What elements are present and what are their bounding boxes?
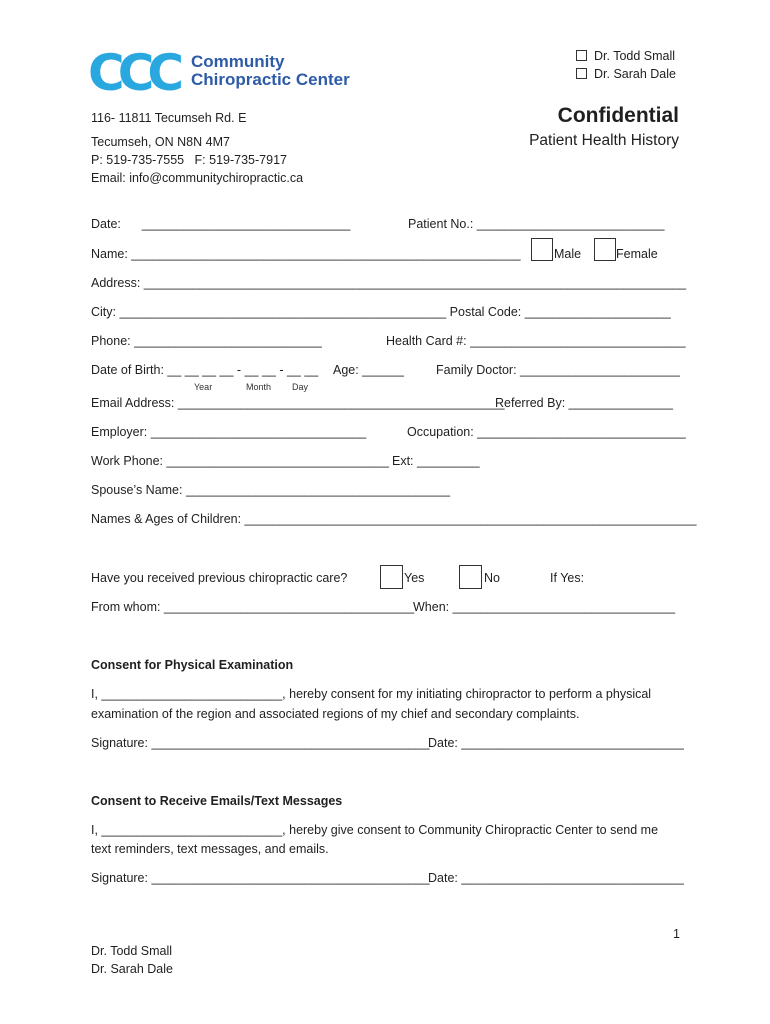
date-field[interactable]: Date: ______________________________ (91, 217, 351, 231)
phone-field[interactable]: Phone: ___________________________ (91, 334, 322, 348)
female-label: Female (616, 247, 658, 261)
doctor-checkbox-sarah[interactable] (576, 68, 587, 79)
clinic-address-line2: Tecumseh, ON N8N 4M7 (91, 135, 230, 149)
ext-field[interactable]: Ext: _________ (392, 454, 480, 468)
from-whom-field[interactable]: From whom: ____________________________________ (91, 600, 415, 614)
if-yes-label: If Yes: (550, 571, 585, 585)
clinic-phone-fax: P: 519-735-7555 F: 519-735-7917 (91, 153, 287, 167)
previous-care-no-label: No (484, 571, 500, 585)
work-phone-field[interactable]: Work Phone: ________________________________ (91, 454, 389, 468)
health-card-field[interactable]: Health Card #: _______________________________ (386, 334, 686, 348)
children-field[interactable]: Names & Ages of Children: _________________________________________________________________ (91, 512, 697, 526)
previous-care-yes-checkbox[interactable] (380, 565, 403, 589)
dob-field[interactable]: Date of Birth: __ __ __ __ - __ __ - __ __ (91, 363, 319, 377)
referred-by-field[interactable]: Referred By: _______________ (495, 396, 673, 410)
consent-messages-date-field[interactable]: Date: ________________________________ (428, 871, 684, 885)
clinic-logo-mark: CCC (88, 44, 178, 102)
consent-messages-heading: Consent to Receive Emails/Text Messages (91, 794, 343, 808)
clinic-logo-name (191, 53, 350, 89)
patient-no-field[interactable]: Patient No.: ___________________________ (408, 217, 665, 231)
consent-exam-heading: Consent for Physical Examination (91, 658, 294, 672)
dob-year-label: Year (194, 382, 213, 392)
consent-messages-line2: text reminders, text messages, and emails. (91, 842, 329, 856)
employer-field[interactable]: Employer: _______________________________ (91, 425, 367, 439)
address-field[interactable]: Address: ______________________________________________________________________________ (91, 276, 687, 290)
dob-month-label: Month (246, 382, 272, 392)
doctor-label-sarah: Dr. Sarah Dale (594, 67, 676, 81)
previous-care-yes-label: Yes (404, 571, 425, 585)
footer-doctor-1: Dr. Todd Small (91, 944, 173, 958)
when-field[interactable]: When: ________________________________ (413, 600, 676, 614)
consent-exam-signature-field[interactable]: Signature: ________________________________________ (91, 736, 430, 750)
doctor-label-todd: Dr. Todd Small (594, 49, 676, 63)
consent-messages-line1[interactable]: I, __________________________, hereby give consent to Community Chiropractic Center to send me (91, 823, 659, 837)
consent-messages-signature-field[interactable]: Signature: ________________________________________ (91, 871, 430, 885)
occupation-field[interactable]: Occupation: ______________________________ (407, 425, 686, 439)
family-doctor-field[interactable]: Family Doctor: _______________________ (436, 363, 680, 377)
age-field[interactable]: Age: ______ (333, 363, 404, 377)
consent-exam-date-field[interactable]: Date: ________________________________ (428, 736, 684, 750)
page-title: Confidential (557, 104, 679, 127)
previous-care-no-checkbox[interactable] (459, 565, 482, 589)
dob-day-label: Day (292, 382, 309, 392)
spouse-name-field[interactable]: Spouse’s Name: ______________________________________ (91, 483, 451, 497)
email-field[interactable]: Email Address: _______________________________________________ (91, 396, 505, 410)
page-subtitle: Patient Health History (529, 132, 679, 149)
clinic-address-line1: 116- 11811 Tecumseh Rd. E (91, 111, 247, 125)
consent-exam-line2: examination of the region and associated regions of my chief and secondary complaints. (91, 707, 580, 721)
male-label: Male (554, 247, 582, 261)
male-checkbox[interactable] (531, 238, 553, 261)
name-field[interactable]: Name: ________________________________________________________ (91, 247, 521, 261)
footer-doctor-2: Dr. Sarah Dale (91, 962, 173, 976)
female-checkbox[interactable] (594, 238, 616, 261)
page-number: 1 (673, 927, 680, 941)
city-postal-field[interactable]: City: _______________________________________________ Postal Code: _____________________ (91, 305, 671, 319)
logo-name-line1: Community (191, 52, 285, 71)
previous-care-question: Have you received previous chiropractic care? (91, 571, 348, 585)
logo-name-line2: Chiropractic Center (191, 70, 350, 89)
doctor-checkbox-todd[interactable] (576, 50, 587, 61)
consent-exam-line1[interactable]: I, __________________________, hereby consent for my initiating chiropractor to perform a physical (91, 687, 652, 701)
clinic-email: Email: info@communitychiropractic.ca (91, 171, 304, 185)
